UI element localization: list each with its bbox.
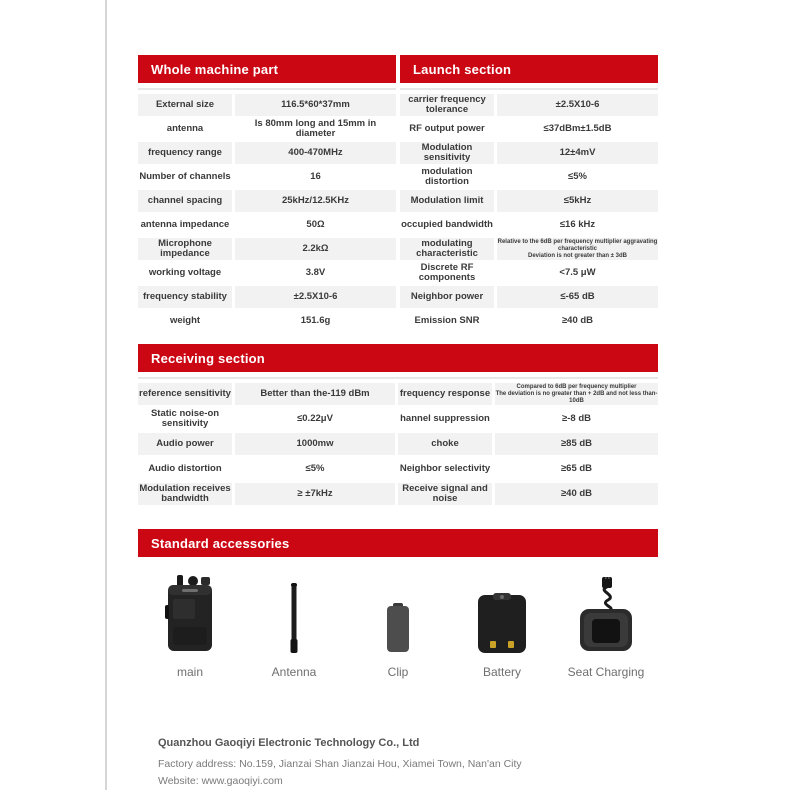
top-spec-tables — [138, 55, 658, 334]
launch-rows — [400, 94, 658, 332]
table-row — [138, 142, 396, 164]
table-row — [400, 214, 658, 236]
launch-header: Launch section — [400, 55, 658, 83]
spec-value: ≤5% — [305, 462, 325, 474]
spec-label: Audio power — [138, 433, 232, 455]
spec-value: <7.5 μW — [559, 266, 596, 278]
accessory-label: main — [176, 665, 203, 679]
spec-label: Modulation limit — [400, 190, 494, 212]
table-row — [138, 483, 658, 505]
spec-label: Neighbor power — [400, 286, 494, 308]
spec-label: carrier frequency tolerance — [400, 94, 494, 116]
accessory-label: Battery — [482, 665, 521, 679]
spec-value-multiline — [497, 238, 658, 260]
spec-label: Static noise-on sensitivity — [150, 407, 220, 429]
accessories-strip — [138, 573, 658, 679]
spec-value-multiline — [495, 383, 658, 405]
seat-charger-image — [571, 573, 641, 653]
spec-value: 50Ω — [306, 218, 325, 230]
spec-value: ≤5kHz — [497, 190, 658, 212]
table-row — [400, 118, 658, 140]
spec-label: weight — [169, 314, 201, 326]
accessory-label: Seat Charging — [567, 665, 645, 679]
spec-label: choke — [398, 433, 492, 455]
spec-value: ≤37dBm±1.5dB — [543, 122, 612, 134]
spec-label: frequency range — [138, 142, 232, 164]
whole-machine-rows — [138, 94, 396, 332]
spec-value-line1: Relative to the 6dB per frequency multiplier aggravating characteristic — [497, 238, 658, 252]
spec-value: ≥40 dB — [561, 314, 594, 326]
receiving-header: Receiving section — [138, 344, 658, 372]
receiving-rows — [138, 383, 658, 505]
spec-value-line1: Compared to 6dB per frequency multiplier — [516, 383, 637, 390]
spec-value: ≥40 dB — [495, 483, 658, 505]
table-row — [138, 94, 396, 116]
spec-value: ≤0.22μV — [297, 412, 333, 424]
spec-label: Microphone impedance — [138, 238, 232, 260]
spec-label: antenna impedance — [140, 218, 230, 230]
spec-value: 12±4mV — [497, 142, 658, 164]
header-divider — [138, 88, 396, 90]
receiving-section — [138, 344, 658, 505]
table-row — [138, 383, 658, 405]
spec-label: Modulation receives bandwidth — [139, 482, 231, 504]
content-area — [138, 55, 658, 792]
table-row — [400, 190, 658, 212]
table-row — [138, 238, 396, 260]
accessory-item — [138, 573, 242, 679]
header-divider — [400, 88, 658, 90]
table-row — [138, 433, 658, 455]
factory-address: Factory address: No.159, Jianzai Shan Jianzai Hou, Xiamei Town, Nan'an City — [158, 758, 522, 770]
table-row — [138, 166, 396, 188]
table-row — [138, 118, 396, 140]
spec-value: ±2.5X10-6 — [235, 286, 396, 308]
table-row — [138, 190, 396, 212]
spec-label: modulation distortion — [421, 165, 473, 187]
spec-value: 400-470MHz — [235, 142, 396, 164]
spec-label: frequency response — [398, 383, 492, 405]
accessory-label: Clip — [387, 665, 409, 679]
antenna-image — [287, 573, 301, 653]
spec-value: Better than the-119 dBm — [235, 383, 395, 405]
spec-label: hannel suppression — [400, 412, 490, 424]
left-border-line — [105, 0, 107, 790]
spec-label: occupied bandwidth — [401, 218, 493, 230]
table-row — [138, 262, 396, 284]
accessories-header: Standard accessories — [138, 529, 658, 557]
spec-label: Number of channels — [139, 170, 231, 182]
spec-value: 3.8V — [305, 266, 326, 278]
spec-label: working voltage — [148, 266, 222, 278]
accessory-label: Antenna — [271, 665, 317, 679]
table-row — [138, 458, 658, 480]
website-line: Website: www.gaoqiyi.com — [158, 775, 283, 787]
walkie-talkie-image — [163, 573, 217, 653]
table-row — [400, 94, 658, 116]
spec-value: ≥85 dB — [495, 433, 658, 455]
company-name: Quanzhou Gaoqiyi Electronic Technology Co., Ltd — [158, 737, 420, 749]
spec-value: ±2.5X10-6 — [497, 94, 658, 116]
spec-value: ≥-8 dB — [562, 412, 591, 424]
battery-image — [476, 573, 528, 653]
table-row — [400, 142, 658, 164]
spec-label: Modulation sensitivity — [400, 142, 494, 164]
table-row — [400, 286, 658, 308]
accessory-item — [346, 573, 450, 679]
spec-value: 25kHz/12.5KHz — [235, 190, 396, 212]
spec-label: modulating characteristic — [400, 238, 494, 260]
accessory-item — [450, 573, 554, 679]
spec-label: RF output power — [409, 122, 485, 134]
spec-label: reference sensitivity — [138, 383, 232, 405]
spec-value-line2: The deviation is no greater than + 2dB and not less than-10dB — [495, 390, 658, 404]
company-footer — [138, 737, 658, 787]
spec-value: Is 80mm long and 15mm in diameter — [254, 117, 377, 139]
spec-value: 16 — [310, 170, 321, 182]
table-row — [400, 310, 658, 332]
table-row — [138, 408, 658, 430]
spec-value: ≤-65 dB — [497, 286, 658, 308]
spec-value-line2: Deviation is not greater than ± 3dB — [528, 252, 627, 259]
accessories-section — [138, 529, 658, 679]
spec-value: 2.2kΩ — [235, 238, 396, 260]
spec-value: 116.5*60*37mm — [235, 94, 396, 116]
table-row — [138, 310, 396, 332]
whole-machine-header: Whole machine part — [138, 55, 396, 83]
spec-label: antenna — [166, 122, 204, 134]
spec-value: ≤5% — [568, 170, 587, 182]
spec-label: Discrete RF components — [418, 261, 476, 283]
spec-label: External size — [138, 94, 232, 116]
spec-value: ≤16 kHz — [559, 218, 596, 230]
spec-label: frequency stability — [138, 286, 232, 308]
table-row — [400, 262, 658, 284]
clip-image — [385, 573, 411, 653]
spec-label: channel spacing — [138, 190, 232, 212]
spec-value: 151.6g — [300, 314, 331, 326]
spec-value: 1000mw — [235, 433, 395, 455]
header-divider — [138, 377, 658, 379]
table-row — [138, 286, 396, 308]
spec-label: Audio distortion — [148, 462, 222, 474]
whole-machine-table — [138, 55, 396, 334]
table-row — [400, 238, 658, 260]
launch-table — [400, 55, 658, 334]
table-row — [400, 166, 658, 188]
accessory-item — [242, 573, 346, 679]
spec-label: Receive signal and noise — [398, 483, 492, 505]
spec-value: ≥ ±7kHz — [235, 483, 395, 505]
spec-label: Neighbor selectivity — [399, 462, 491, 474]
table-row — [138, 214, 396, 236]
spec-value: ≥65 dB — [560, 462, 593, 474]
spec-label: Emission SNR — [414, 314, 480, 326]
accessory-item — [554, 573, 658, 679]
